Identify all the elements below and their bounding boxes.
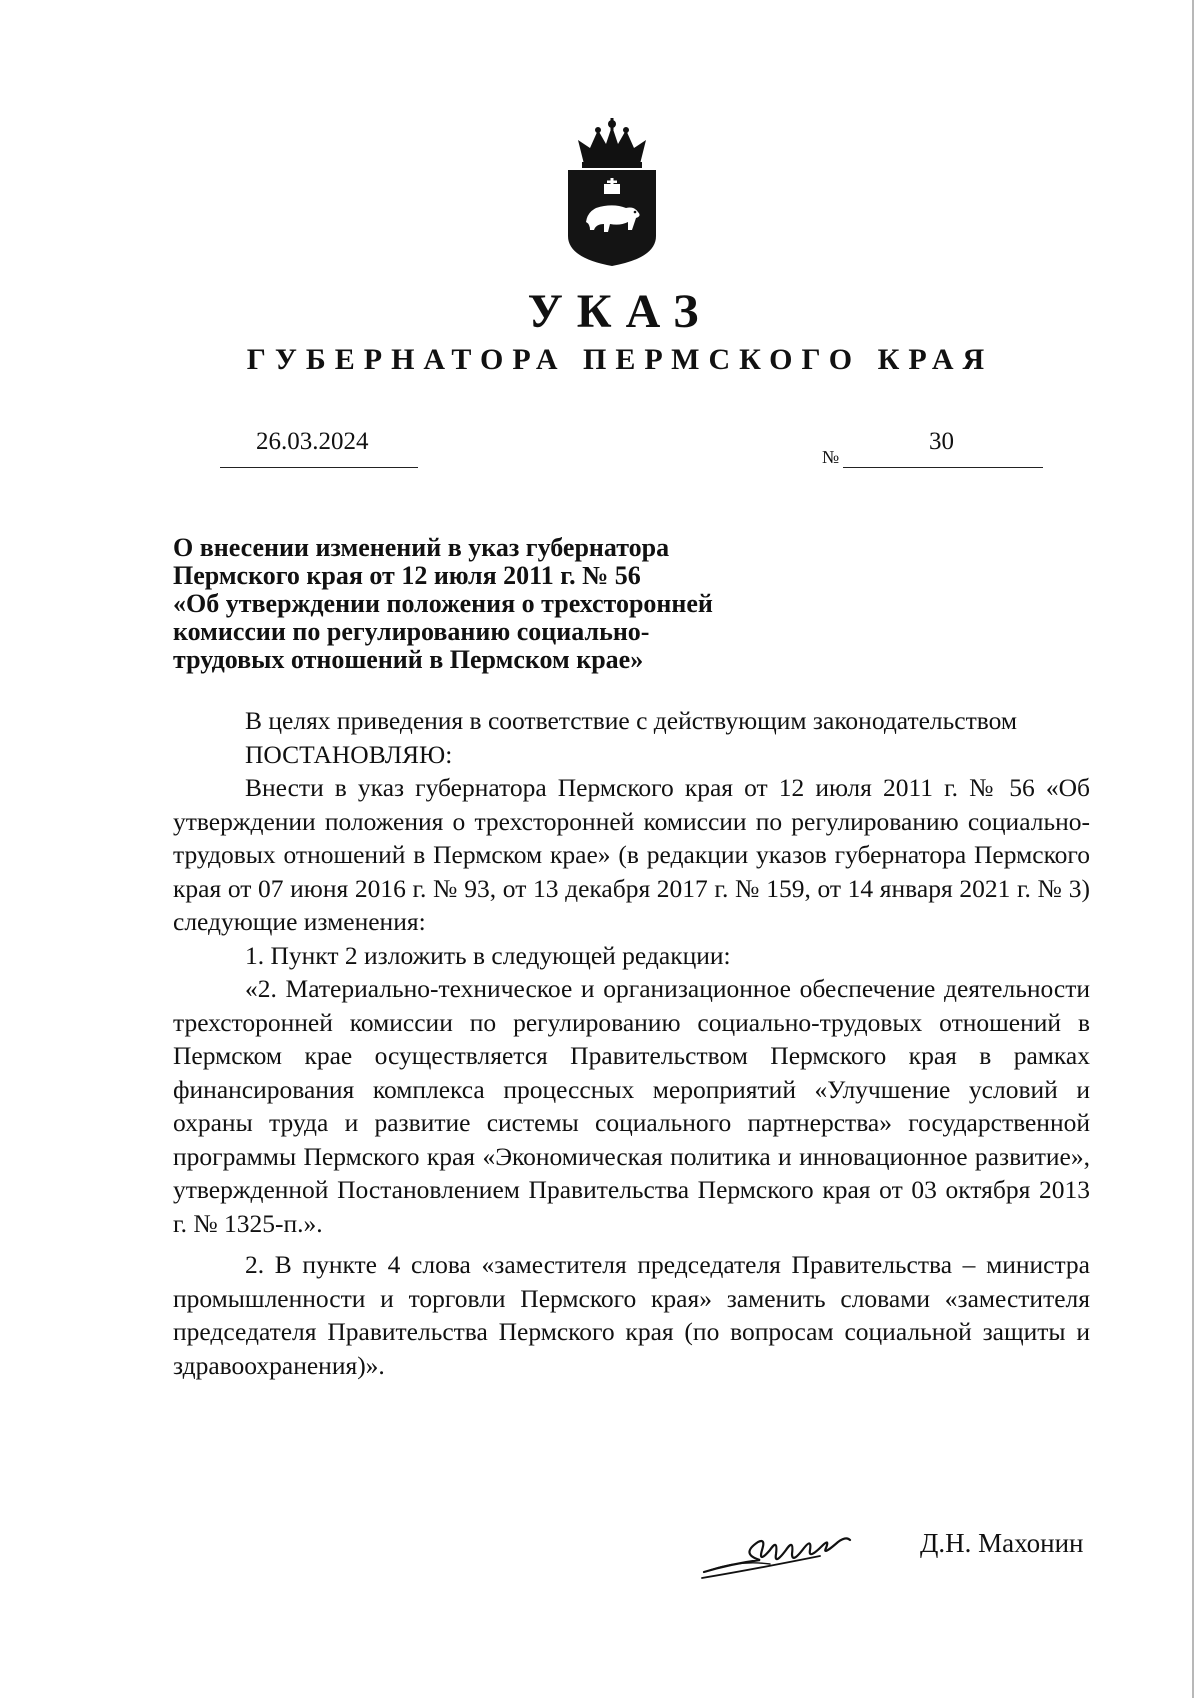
document-heading: О внесении изменений в указ губернатора Пермского края от 12 июля 2011 г. № 56 «Об утверждении положения о трехсторонней комиссии по регулированию социально- трудовых отношений в Пермском крае» xyxy=(173,533,713,674)
scan-edge-line xyxy=(1192,0,1194,1698)
date-underline xyxy=(220,467,418,468)
paragraph-decree: ПОСТАНОВЛЯЮ: xyxy=(245,739,453,769)
signer-name: Д.Н. Махонин xyxy=(920,1528,1084,1558)
paragraph-item-2: 2. В пункте 4 слова «заместителя председателя Правительства – министра промышленности и торговли Пермского края» заменить словами «заместителя председателя Правительства Пермского края (по вопросам социальной защиты и здравоохранения)». xyxy=(173,1250,1090,1380)
paragraph-main: Внести в указ губернатора Пермского края от 12 июля 2011 г. № 56 «Об утверждении положения о трехсторонней комиссии по регулированию социально-трудовых отношений в Пермском крае» (в редакции указов губернатора Пермского края от 07 июня 2016 г. № 93, от 13 декабря 2017 г. № 159, от 14 января 2021 г. № 3) следующие изменения: xyxy=(173,773,1090,936)
paragraph-preamble: В целях приведения в соответствие с действующим законодательством xyxy=(245,706,1018,735)
number-underline xyxy=(843,467,1043,468)
paragraph-item-1-text: «2. Материально-техническое и организационное обеспечение деятельности трехсторонней комиссии по регулированию социально-трудовых отношений в Пермском крае осуществляется Правительством Пермского края в рамках финансирования комплекса процессных мероприятий «Улучшение условий и охраны труда и развитие системы социального партнерства» государственной программы Пермского края «Экономическая политика и инновационное развитие», утвержденной Постановлением Правительства Пермского края от 03 октября 2013 г. № 1325-п.». xyxy=(173,974,1090,1238)
number-sign: № xyxy=(822,447,840,467)
document-number: 30 xyxy=(929,428,954,455)
paragraph-item-1: 1. Пункт 2 изложить в следующей редакции: xyxy=(245,940,731,970)
signature-icon xyxy=(700,1520,860,1590)
document-subtitle: ГУБЕРНАТОРА ПЕРМСКОГО КРАЯ xyxy=(246,343,994,376)
document-title: УКАЗ xyxy=(527,285,713,338)
document-body xyxy=(173,704,1090,1382)
document-date: 26.03.2024 xyxy=(256,428,369,455)
coat-of-arms-icon xyxy=(564,118,660,266)
